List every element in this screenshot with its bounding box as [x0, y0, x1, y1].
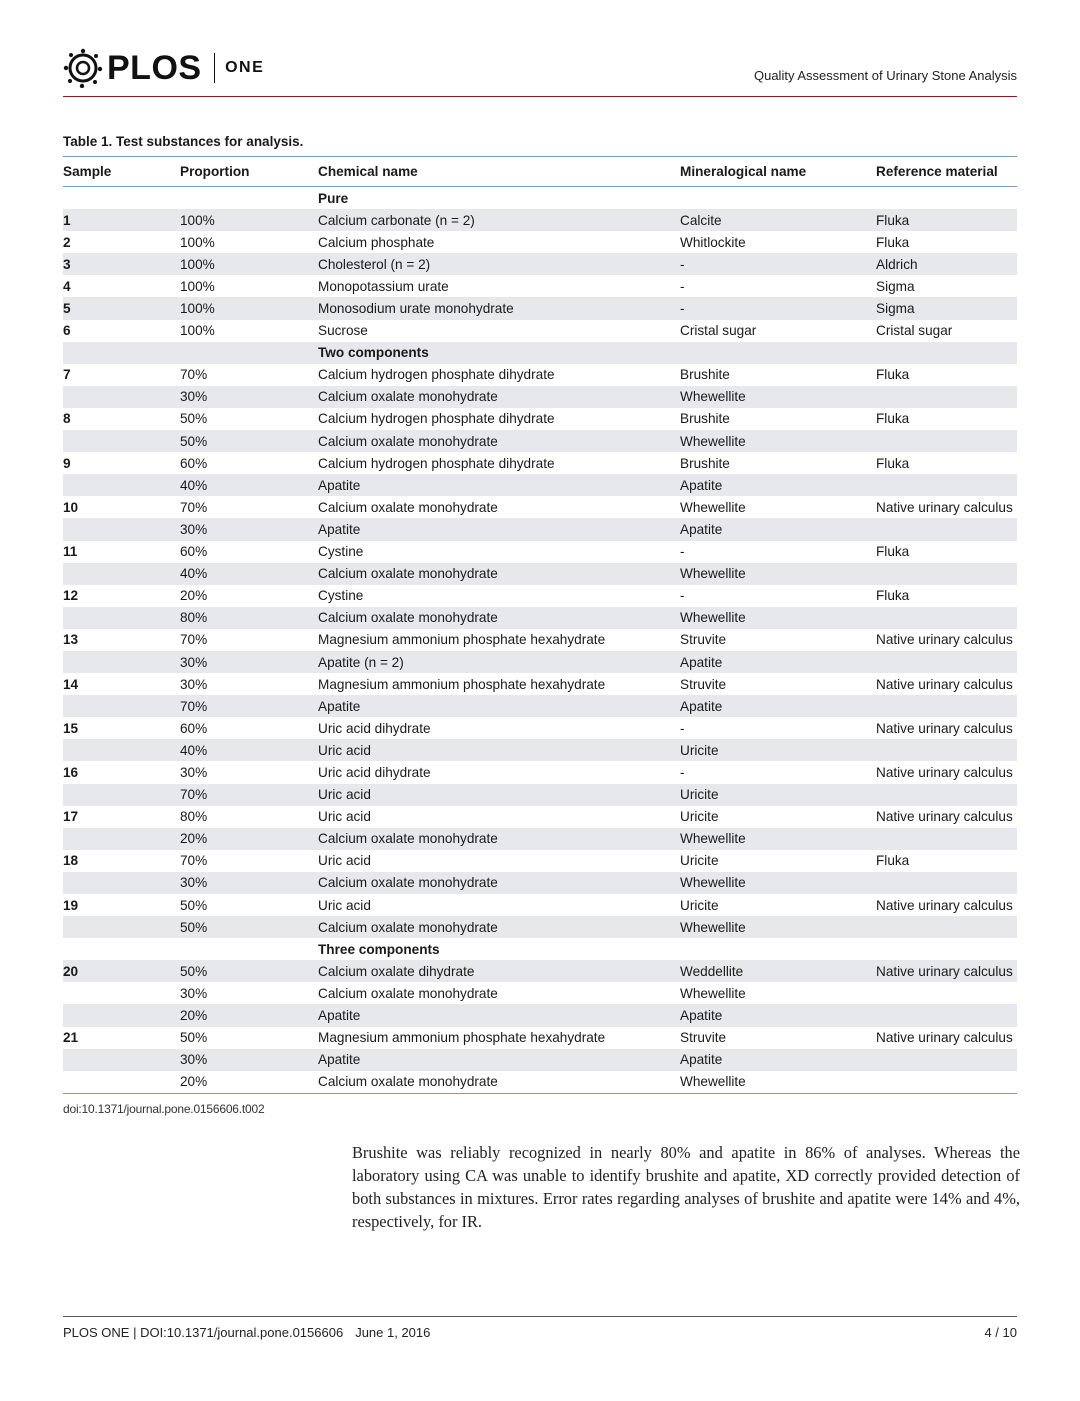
- table-cell-proportion: 50%: [180, 1027, 318, 1049]
- table-row: [63, 761, 1017, 783]
- table-group-label: Three components: [318, 938, 680, 960]
- table-cell-reference-material: Native urinary calculus: [876, 496, 1017, 518]
- table-cell-proportion: 60%: [180, 541, 318, 563]
- table-cell-mineralogical-name: -: [680, 541, 876, 563]
- table-cell-proportion: 30%: [180, 982, 318, 1004]
- table-row: [63, 452, 1017, 474]
- table-cell-sample: [63, 695, 180, 717]
- table-cell-sample: 4: [63, 275, 180, 297]
- table-cell-mineralogical-name: -: [680, 717, 876, 739]
- table-cell-reference-material: [876, 1049, 1017, 1071]
- table-cell-reference-material: [876, 982, 1017, 1004]
- table-cell-sample: [63, 1071, 180, 1094]
- table-group-row: [63, 938, 1017, 960]
- table-cell-chemical-name: Apatite: [318, 1004, 680, 1026]
- table-cell-mineralogical-name: Weddellite: [680, 960, 876, 982]
- table-cell-sample: [63, 563, 180, 585]
- table-cell-reference-material: [876, 474, 1017, 496]
- table-cell-mineralogical-name: -: [680, 585, 876, 607]
- table-cell-proportion: 30%: [180, 673, 318, 695]
- table-cell-sample: 10: [63, 496, 180, 518]
- table-cell-reference-material: [876, 695, 1017, 717]
- table-cell-chemical-name: Uric acid: [318, 806, 680, 828]
- table-cell-mineralogical-name: Whewellite: [680, 916, 876, 938]
- table-cell-chemical-name: Calcium hydrogen phosphate dihydrate: [318, 364, 680, 386]
- table-cell-sample: 13: [63, 629, 180, 651]
- table-cell-proportion: 70%: [180, 364, 318, 386]
- table-cell-sample: 14: [63, 673, 180, 695]
- table-cell-reference-material: Native urinary calculus: [876, 673, 1017, 695]
- table-cell-proportion: 70%: [180, 629, 318, 651]
- table-cell-chemical-name: Uric acid: [318, 894, 680, 916]
- table-cell-mineralogical-name: Struvite: [680, 629, 876, 651]
- table-cell-reference-material: [876, 872, 1017, 894]
- table-row: [63, 408, 1017, 430]
- table-cell-empty: [876, 342, 1017, 364]
- plos-one-logo[interactable]: [63, 48, 264, 88]
- table-cell-sample: 6: [63, 320, 180, 342]
- column-header-mineralogical-name: Mineralogical name: [680, 164, 807, 179]
- table-cell-proportion: 30%: [180, 518, 318, 540]
- table-cell-mineralogical-name: Apatite: [680, 1049, 876, 1071]
- table-cell-proportion: 100%: [180, 209, 318, 231]
- table-cell-sample: 8: [63, 408, 180, 430]
- table-cell-reference-material: Fluka: [876, 209, 1017, 231]
- table-cell-empty: [680, 342, 876, 364]
- footer-divider: [63, 1316, 1017, 1317]
- table-cell-sample: [63, 386, 180, 408]
- page-header: [63, 44, 1017, 97]
- table-cell-chemical-name: Apatite: [318, 695, 680, 717]
- table-cell-sample: 5: [63, 297, 180, 319]
- table-row: [63, 563, 1017, 585]
- table-row: [63, 474, 1017, 496]
- table-cell-chemical-name: Apatite: [318, 474, 680, 496]
- table-cell-reference-material: [876, 784, 1017, 806]
- table-cell-sample: 12: [63, 585, 180, 607]
- table-cell-proportion: 30%: [180, 386, 318, 408]
- table-cell-proportion: 50%: [180, 894, 318, 916]
- table-cell-sample: [63, 828, 180, 850]
- table-group-row: [63, 342, 1017, 364]
- table-cell-sample: 20: [63, 960, 180, 982]
- table-row: [63, 806, 1017, 828]
- table-row: [63, 231, 1017, 253]
- test-substances-table: [63, 156, 1017, 1094]
- table-cell-sample: [63, 982, 180, 1004]
- table-cell-sample: 19: [63, 894, 180, 916]
- table-row: [63, 739, 1017, 761]
- table-cell-mineralogical-name: -: [680, 253, 876, 275]
- table-cell-mineralogical-name: Uricite: [680, 894, 876, 916]
- table-row: [63, 364, 1017, 386]
- table-cell-chemical-name: Calcium phosphate: [318, 231, 680, 253]
- table-cell-chemical-name: Calcium oxalate monohydrate: [318, 828, 680, 850]
- table-cell-reference-material: [876, 1071, 1017, 1094]
- table-cell-reference-material: [876, 739, 1017, 761]
- table-row: [63, 784, 1017, 806]
- table-cell-mineralogical-name: Whewellite: [680, 607, 876, 629]
- table-cell-proportion: 20%: [180, 585, 318, 607]
- table-cell-proportion: 100%: [180, 253, 318, 275]
- table-cell-reference-material: Fluka: [876, 585, 1017, 607]
- table-cell-reference-material: Fluka: [876, 452, 1017, 474]
- table-cell-mineralogical-name: -: [680, 761, 876, 783]
- table-cell-reference-material: [876, 651, 1017, 673]
- table-cell-chemical-name: Uric acid: [318, 784, 680, 806]
- table-cell-chemical-name: Uric acid dihydrate: [318, 761, 680, 783]
- table-header-row: [63, 157, 1017, 187]
- table-cell-empty: [680, 187, 876, 210]
- table-cell-sample: [63, 784, 180, 806]
- table-cell-proportion: 60%: [180, 452, 318, 474]
- table-cell-proportion: 50%: [180, 408, 318, 430]
- table-cell-reference-material: Native urinary calculus: [876, 629, 1017, 651]
- table-cell-chemical-name: Apatite (n = 2): [318, 651, 680, 673]
- table-cell-mineralogical-name: Calcite: [680, 209, 876, 231]
- table-cell-reference-material: Fluka: [876, 231, 1017, 253]
- table-cell-mineralogical-name: Apatite: [680, 474, 876, 496]
- table-cell-sample: 2: [63, 231, 180, 253]
- table-cell-reference-material: [876, 563, 1017, 585]
- table-row: [63, 695, 1017, 717]
- table-cell-empty: [180, 938, 318, 960]
- table-cell-proportion: 70%: [180, 784, 318, 806]
- table-doi: doi:10.1371/journal.pone.0156606.t002: [63, 1102, 265, 1116]
- plos-globe-icon: [63, 48, 103, 88]
- table-cell-chemical-name: Calcium oxalate monohydrate: [318, 430, 680, 452]
- table-cell-proportion: 100%: [180, 297, 318, 319]
- table-cell-mineralogical-name: Apatite: [680, 695, 876, 717]
- logo-text: PLOS: [107, 48, 202, 87]
- table-cell-chemical-name: Calcium oxalate monohydrate: [318, 982, 680, 1004]
- table-cell-sample: [63, 518, 180, 540]
- table-cell-proportion: 30%: [180, 1049, 318, 1071]
- table-cell-sample: [63, 1049, 180, 1071]
- table-cell-reference-material: Fluka: [876, 850, 1017, 872]
- table-row: [63, 629, 1017, 651]
- table-cell-mineralogical-name: Brushite: [680, 452, 876, 474]
- table-group-row: [63, 187, 1017, 210]
- column-header-sample: Sample: [63, 164, 112, 179]
- table-cell-mineralogical-name: Whewellite: [680, 563, 876, 585]
- table-cell-proportion: 100%: [180, 275, 318, 297]
- table-cell-mineralogical-name: Uricite: [680, 739, 876, 761]
- table-cell-mineralogical-name: Whewellite: [680, 496, 876, 518]
- table-cell-mineralogical-name: Whitlockite: [680, 231, 876, 253]
- table-cell-mineralogical-name: Struvite: [680, 673, 876, 695]
- table-row: [63, 894, 1017, 916]
- table-cell-reference-material: [876, 828, 1017, 850]
- table-cell-reference-material: [876, 518, 1017, 540]
- table-cell-chemical-name: Calcium oxalate monohydrate: [318, 607, 680, 629]
- table-cell-chemical-name: Apatite: [318, 518, 680, 540]
- table-cell-mineralogical-name: Whewellite: [680, 872, 876, 894]
- table-cell-mineralogical-name: Apatite: [680, 651, 876, 673]
- table-row: [63, 541, 1017, 563]
- table-cell-proportion: 70%: [180, 850, 318, 872]
- table-cell-chemical-name: Calcium carbonate (n = 2): [318, 209, 680, 231]
- table-cell-proportion: 50%: [180, 916, 318, 938]
- table-row: [63, 1027, 1017, 1049]
- table-row: [63, 960, 1017, 982]
- table-cell-reference-material: Cristal sugar: [876, 320, 1017, 342]
- running-title: Quality Assessment of Urinary Stone Analysis: [753, 68, 1017, 83]
- table-cell-chemical-name: Calcium oxalate monohydrate: [318, 563, 680, 585]
- table-cell-proportion: 30%: [180, 872, 318, 894]
- table-row: [63, 1049, 1017, 1071]
- table-row: [63, 1071, 1017, 1094]
- table-group-label: Two components: [318, 342, 680, 364]
- column-header-reference-material: Reference material: [876, 164, 998, 179]
- table-cell-mineralogical-name: Uricite: [680, 850, 876, 872]
- table-cell-reference-material: [876, 916, 1017, 938]
- table-cell-sample: 21: [63, 1027, 180, 1049]
- table-cell-reference-material: Native urinary calculus: [876, 717, 1017, 739]
- body-paragraph: Brushite was reliably recognized in nearly 80% and apatite in 86% of analyses. Whereas the laboratory using CA was unable to identify brushite and apatite, XD correctly provided detection of both substances in mixtures. Error rates regarding analyses of brushite and apatite were 14% and 4%, respectively, for IR.: [352, 1143, 1020, 1231]
- table-cell-chemical-name: Calcium oxalate dihydrate: [318, 960, 680, 982]
- table-cell-sample: [63, 651, 180, 673]
- table-caption: Table 1. Test substances for analysis.: [63, 134, 304, 149]
- table-cell-chemical-name: Calcium oxalate monohydrate: [318, 1071, 680, 1094]
- table-row: [63, 585, 1017, 607]
- table-cell-reference-material: Native urinary calculus: [876, 761, 1017, 783]
- table-cell-proportion: 80%: [180, 806, 318, 828]
- table-cell-chemical-name: Calcium hydrogen phosphate dihydrate: [318, 408, 680, 430]
- table-cell-chemical-name: Apatite: [318, 1049, 680, 1071]
- table-cell-chemical-name: Magnesium ammonium phosphate hexahydrate: [318, 629, 680, 651]
- table-cell-sample: [63, 1004, 180, 1026]
- table-cell-sample: 18: [63, 850, 180, 872]
- table-cell-empty: [876, 938, 1017, 960]
- table-cell-chemical-name: Monosodium urate monohydrate: [318, 297, 680, 319]
- column-header-chemical-name: Chemical name: [318, 164, 418, 179]
- table-cell-mineralogical-name: Apatite: [680, 1004, 876, 1026]
- table-row: [63, 717, 1017, 739]
- table-cell-sample: 17: [63, 806, 180, 828]
- table-cell-mineralogical-name: Whewellite: [680, 1071, 876, 1094]
- logo-separator: [214, 53, 216, 83]
- table-cell-sample: [63, 607, 180, 629]
- table-cell-sample: [63, 739, 180, 761]
- table-row: [63, 916, 1017, 938]
- table-group-label: Pure: [318, 187, 680, 210]
- footer-doi: PLOS ONE | DOI:10.1371/journal.pone.0156606: [63, 1325, 344, 1340]
- table-cell-proportion: 30%: [180, 651, 318, 673]
- table-cell-chemical-name: Monopotassium urate: [318, 275, 680, 297]
- table-cell-chemical-name: Uric acid: [318, 739, 680, 761]
- table-cell-mineralogical-name: Brushite: [680, 408, 876, 430]
- table-row: [63, 496, 1017, 518]
- table-row: [63, 673, 1017, 695]
- table-cell-reference-material: Fluka: [876, 364, 1017, 386]
- table-cell-empty: [63, 342, 180, 364]
- table-cell-mineralogical-name: -: [680, 275, 876, 297]
- table-cell-empty: [876, 187, 1017, 210]
- table-cell-sample: 16: [63, 761, 180, 783]
- table-row: [63, 651, 1017, 673]
- table-cell-sample: 7: [63, 364, 180, 386]
- table-row: [63, 297, 1017, 319]
- table-cell-reference-material: Native urinary calculus: [876, 806, 1017, 828]
- column-header-proportion: Proportion: [180, 164, 250, 179]
- table-cell-proportion: 100%: [180, 320, 318, 342]
- table-row: [63, 828, 1017, 850]
- table-cell-proportion: 20%: [180, 828, 318, 850]
- table-cell-reference-material: [876, 607, 1017, 629]
- table-cell-mineralogical-name: Whewellite: [680, 386, 876, 408]
- table-cell-chemical-name: Magnesium ammonium phosphate hexahydrate: [318, 673, 680, 695]
- table-cell-proportion: 60%: [180, 717, 318, 739]
- table-cell-proportion: 100%: [180, 231, 318, 253]
- table-cell-proportion: 70%: [180, 496, 318, 518]
- table-cell-reference-material: [876, 430, 1017, 452]
- table-cell-chemical-name: Magnesium ammonium phosphate hexahydrate: [318, 1027, 680, 1049]
- table-row: [63, 518, 1017, 540]
- table-cell-mineralogical-name: Apatite: [680, 518, 876, 540]
- table-cell-mineralogical-name: Whewellite: [680, 828, 876, 850]
- table-cell-proportion: 70%: [180, 695, 318, 717]
- table-cell-proportion: 50%: [180, 960, 318, 982]
- table-cell-sample: 3: [63, 253, 180, 275]
- page-number: 4 / 10: [984, 1325, 1017, 1340]
- table-cell-reference-material: Fluka: [876, 408, 1017, 430]
- table-cell-chemical-name: Sucrose: [318, 320, 680, 342]
- table-row: [63, 430, 1017, 452]
- table-row: [63, 209, 1017, 231]
- table-cell-chemical-name: Calcium oxalate monohydrate: [318, 386, 680, 408]
- table-cell-proportion: 20%: [180, 1004, 318, 1026]
- table-cell-mineralogical-name: Uricite: [680, 784, 876, 806]
- table-cell-empty: [680, 938, 876, 960]
- table-row: [63, 982, 1017, 1004]
- table-cell-mineralogical-name: Struvite: [680, 1027, 876, 1049]
- table-row: [63, 1004, 1017, 1026]
- table-cell-reference-material: [876, 386, 1017, 408]
- table-cell-chemical-name: Calcium hydrogen phosphate dihydrate: [318, 452, 680, 474]
- table-cell-mineralogical-name: Uricite: [680, 806, 876, 828]
- table-cell-reference-material: Native urinary calculus: [876, 894, 1017, 916]
- table-cell-sample: [63, 872, 180, 894]
- table-cell-proportion: 20%: [180, 1071, 318, 1094]
- table-cell-sample: 15: [63, 717, 180, 739]
- table-cell-mineralogical-name: Cristal sugar: [680, 320, 876, 342]
- table-cell-proportion: 30%: [180, 761, 318, 783]
- table-cell-proportion: 50%: [180, 430, 318, 452]
- table-row: [63, 386, 1017, 408]
- logo-subtext: ONE: [225, 59, 265, 76]
- table-cell-reference-material: Native urinary calculus: [876, 1027, 1017, 1049]
- table-cell-sample: 11: [63, 541, 180, 563]
- table-cell-empty: [63, 938, 180, 960]
- table-cell-chemical-name: Calcium oxalate monohydrate: [318, 496, 680, 518]
- table-cell-proportion: 40%: [180, 739, 318, 761]
- table-cell-reference-material: Native urinary calculus: [876, 960, 1017, 982]
- table-cell-sample: [63, 916, 180, 938]
- table-cell-reference-material: Fluka: [876, 541, 1017, 563]
- table-cell-empty: [180, 342, 318, 364]
- table-cell-mineralogical-name: Whewellite: [680, 982, 876, 1004]
- table-cell-chemical-name: Calcium oxalate monohydrate: [318, 916, 680, 938]
- table-cell-reference-material: Sigma: [876, 297, 1017, 319]
- table-cell-reference-material: Aldrich: [876, 253, 1017, 275]
- table-cell-reference-material: Sigma: [876, 275, 1017, 297]
- table-row: [63, 607, 1017, 629]
- table-cell-empty: [63, 187, 180, 210]
- table-cell-chemical-name: Uric acid: [318, 850, 680, 872]
- table-cell-sample: [63, 430, 180, 452]
- table-row: [63, 872, 1017, 894]
- table-row: [63, 320, 1017, 342]
- table-cell-chemical-name: Cystine: [318, 541, 680, 563]
- table-row: [63, 275, 1017, 297]
- table-row: [63, 850, 1017, 872]
- table-cell-sample: 9: [63, 452, 180, 474]
- table-cell-empty: [180, 187, 318, 210]
- footer-citation: [63, 1325, 430, 1340]
- table-cell-chemical-name: Cystine: [318, 585, 680, 607]
- table-cell-proportion: 40%: [180, 474, 318, 496]
- table-cell-sample: [63, 474, 180, 496]
- footer-date: June 1, 2016: [355, 1325, 431, 1340]
- table-cell-mineralogical-name: -: [680, 297, 876, 319]
- table-cell-sample: 1: [63, 209, 180, 231]
- table-cell-chemical-name: Uric acid dihydrate: [318, 717, 680, 739]
- table-cell-reference-material: [876, 1004, 1017, 1026]
- table-cell-mineralogical-name: Brushite: [680, 364, 876, 386]
- table-cell-proportion: 80%: [180, 607, 318, 629]
- table-cell-proportion: 40%: [180, 563, 318, 585]
- table-row: [63, 253, 1017, 275]
- table-cell-mineralogical-name: Whewellite: [680, 430, 876, 452]
- table-cell-chemical-name: Calcium oxalate monohydrate: [318, 872, 680, 894]
- table-cell-chemical-name: Cholesterol (n = 2): [318, 253, 680, 275]
